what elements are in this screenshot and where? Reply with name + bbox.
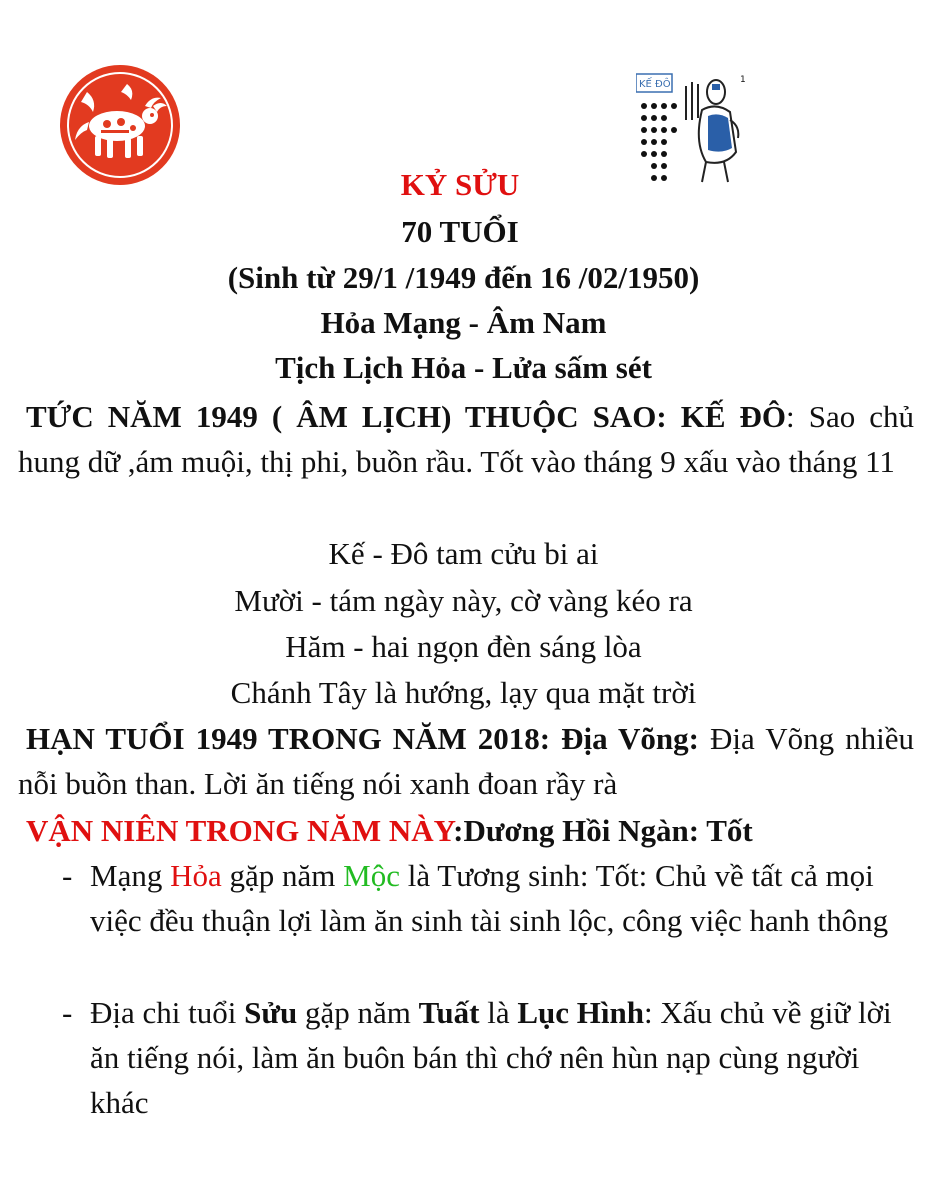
star-label: KẾ ĐÔ bbox=[639, 79, 671, 90]
list-item bbox=[62, 990, 902, 1125]
van-nien-label: VẬN NIÊN TRONG NĂM NÀY bbox=[26, 813, 454, 848]
van-nien-line bbox=[26, 808, 916, 853]
poem-line: Chánh Tây là hướng, lạy qua mặt trời bbox=[230, 675, 697, 710]
element-detail-line: Tịch Lịch Hỏa - Lửa sấm sét bbox=[275, 350, 652, 385]
year-name-title: KỶ SỬU bbox=[400, 167, 520, 202]
svg-text:1: 1 bbox=[740, 75, 746, 85]
wood-element: Mộc bbox=[343, 858, 400, 893]
han-paragraph bbox=[18, 716, 914, 806]
poem-line: Mười - tám ngày này, cờ vàng kéo ra bbox=[234, 583, 693, 618]
bullet-text-part: Địa chi tuổi bbox=[90, 995, 245, 1030]
bullet-text-part: gặp năm bbox=[221, 858, 344, 893]
luc-hinh-term: Lục Hình bbox=[517, 995, 645, 1030]
list-item bbox=[62, 853, 902, 943]
star-description: Sao chủ hung dữ ,ám muội, thị phi, buồn rầu. Tốt vào tháng 9 xấu vào tháng 11 bbox=[18, 399, 914, 479]
van-nien-value: :Dương Hồi Ngàn: Tốt bbox=[453, 813, 753, 848]
poem-line: Kế - Đô tam cửu bi ai bbox=[328, 536, 599, 571]
bullet-dash: - bbox=[62, 995, 73, 1030]
bullet-text bbox=[62, 853, 902, 943]
bullet-text-part: là bbox=[479, 995, 518, 1030]
fire-element: Hỏa bbox=[170, 858, 222, 893]
star-paragraph bbox=[18, 394, 914, 484]
han-description: Địa Võng nhiều nỗi buồn than. Lời ăn tiếng nói xanh đoan rầy rà bbox=[18, 721, 914, 801]
birth-range-line: (Sinh từ 29/1 /1949 đến 16 /02/1950) bbox=[227, 260, 700, 295]
star-colon: : bbox=[786, 399, 795, 434]
bullet-dash: - bbox=[62, 858, 73, 893]
star-heading: TỨC NĂM 1949 ( ÂM LỊCH) THUỘC SAO: KẾ ĐÔ bbox=[26, 399, 787, 434]
age-line: 70 TUỔI bbox=[401, 214, 519, 249]
poem-line: Hăm - hai ngọn đèn sáng lòa bbox=[285, 629, 642, 664]
element-line: Hỏa Mạng - Âm Nam bbox=[320, 305, 607, 340]
bullet-text-part: : Xấu chủ về giữ lời ăn tiếng nói, làm ăn buôn bán thì chớ nên hùn nạp cùng người khác bbox=[90, 995, 892, 1120]
bullet-text bbox=[62, 990, 902, 1125]
bullet-text-part: là Tương sinh: Tốt: Chủ về tất cả mọi việc đều thuận lợi làm ăn sinh tài sinh lộc, công việc hanh thông bbox=[90, 858, 889, 938]
tuat-term: Tuất bbox=[418, 995, 480, 1030]
suu-term: Sửu bbox=[244, 995, 298, 1030]
bullet-text-part: gặp năm bbox=[297, 995, 419, 1030]
bullet-text-part: Mạng bbox=[90, 858, 171, 893]
han-heading: HẠN TUỔI 1949 TRONG NĂM 2018: Địa Võng: bbox=[26, 721, 699, 756]
